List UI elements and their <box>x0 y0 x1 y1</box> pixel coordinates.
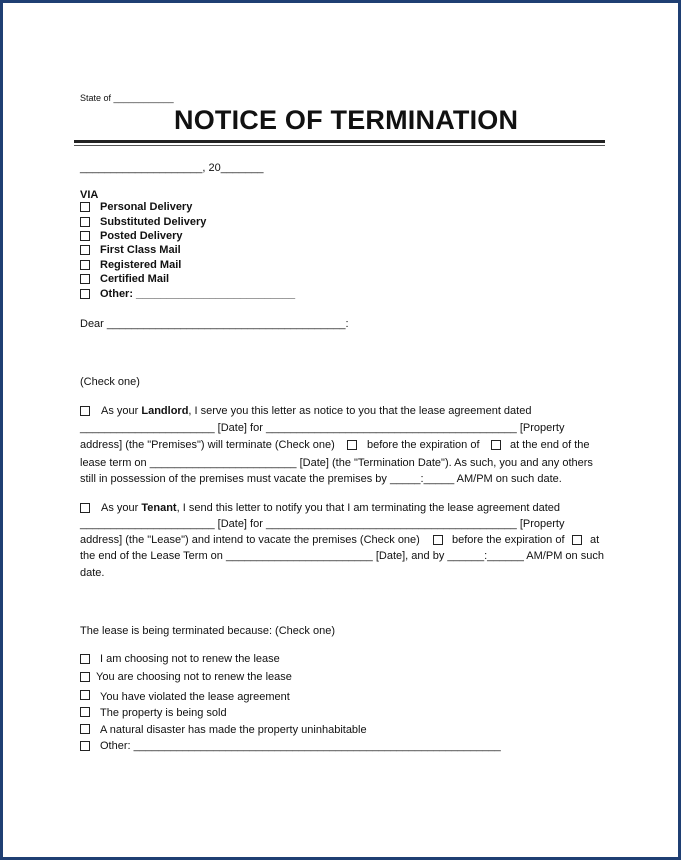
landlord-line-4: lease term on ________________________ [Date] (the "Termination Date"). As such, you and any others <box>80 457 593 469</box>
reason-other-checkbox[interactable] <box>80 741 90 751</box>
landlord-end-of-term-checkbox[interactable] <box>491 440 501 450</box>
reason-option-label: You are choosing not to renew the lease <box>96 671 292 683</box>
via-option-label: Other: __________________________ <box>100 288 296 300</box>
via-posted-delivery-checkbox[interactable] <box>80 231 90 241</box>
tenant-line-3b: before the expiration of <box>452 534 565 546</box>
via-certified-mail-checkbox[interactable] <box>80 274 90 284</box>
tenant-line-4: the end of the Lease Term on ________________________ [Date], and by ______:______ AM/PM on such <box>80 550 604 562</box>
reasons-label: The lease is being terminated because: (Check one) <box>80 625 335 637</box>
via-option-label: Certified Mail <box>100 273 170 285</box>
via-label: VIA <box>80 189 99 201</box>
tenant-line-3c: at <box>590 534 600 546</box>
tenant-end-of-term-checkbox[interactable] <box>572 535 582 545</box>
tenant-line-1 <box>101 502 560 514</box>
reason-option-label: You have violated the lease agreement <box>100 691 290 703</box>
via-other-checkbox[interactable] <box>80 289 90 299</box>
reason-you-not-renewing-checkbox[interactable] <box>80 672 90 682</box>
reason-violated-checkbox[interactable] <box>80 690 90 700</box>
reason-sold-checkbox[interactable] <box>80 707 90 717</box>
via-option-label: Substituted Delivery <box>100 216 207 228</box>
title-rule-thick <box>74 140 605 143</box>
via-first-class-mail-checkbox[interactable] <box>80 245 90 255</box>
landlord-line-3a: address] (the "Premises") will terminate (Check one) <box>80 439 335 451</box>
reason-option-label: A natural disaster has made the property uninhabitable <box>100 724 367 736</box>
tenant-checkbox[interactable] <box>80 503 90 513</box>
landlord-line1-pre: As your <box>101 405 142 417</box>
tenant-line1-pre: As your <box>101 502 142 514</box>
landlord-line-5: still in possession of the premises must vacate the premises by _____:_____ AM/PM on such date. <box>80 473 562 485</box>
tenant-role: Tenant <box>141 502 177 514</box>
reason-disaster-checkbox[interactable] <box>80 724 90 734</box>
reason-not-renewing-checkbox[interactable] <box>80 654 90 664</box>
tenant-line1-post: , I send this letter to notify you that I am terminating the lease agreement dated <box>176 502 560 514</box>
reason-option-label: I am choosing not to renew the lease <box>100 653 280 665</box>
landlord-line-2: ______________________ [Date] for _________________________________________ [Property <box>80 422 565 434</box>
landlord-before-expiration-checkbox[interactable] <box>347 440 357 450</box>
via-option-label: Personal Delivery <box>100 201 193 213</box>
tenant-line-3a: address] (the "Lease") and intend to vacate the premises (Check one) <box>80 534 420 546</box>
landlord-line-1 <box>101 405 531 417</box>
via-registered-mail-checkbox[interactable] <box>80 260 90 270</box>
landlord-role: Landlord <box>141 405 189 417</box>
landlord-line-3c: at the end of the <box>510 439 590 451</box>
landlord-checkbox[interactable] <box>80 406 90 416</box>
landlord-line1-post: , I serve you this letter as notice to you that the lease agreement dated <box>188 405 532 417</box>
tenant-line-2: ______________________ [Date] for _________________________________________ [Property <box>80 518 565 530</box>
reason-option-label: Other: ____________________________________________________________ <box>100 740 501 752</box>
via-option-label: First Class Mail <box>100 244 181 256</box>
check-one-label: (Check one) <box>80 376 140 388</box>
state-of-line: State of ____________ <box>80 93 174 103</box>
tenant-before-expiration-checkbox[interactable] <box>433 535 443 545</box>
via-personal-delivery-checkbox[interactable] <box>80 202 90 212</box>
reason-option-label: The property is being sold <box>100 707 227 719</box>
dear-line: Dear _______________________________________: <box>80 318 349 330</box>
tenant-line-5: date. <box>80 567 105 579</box>
via-option-label: Posted Delivery <box>100 230 183 242</box>
date-line: ____________________, 20_______ <box>80 162 264 174</box>
landlord-line-3b: before the expiration of <box>367 439 480 451</box>
title-rule-thin <box>74 145 605 146</box>
page-title: NOTICE OF TERMINATION <box>174 105 519 135</box>
via-option-label: Registered Mail <box>100 259 182 271</box>
via-substituted-delivery-checkbox[interactable] <box>80 217 90 227</box>
